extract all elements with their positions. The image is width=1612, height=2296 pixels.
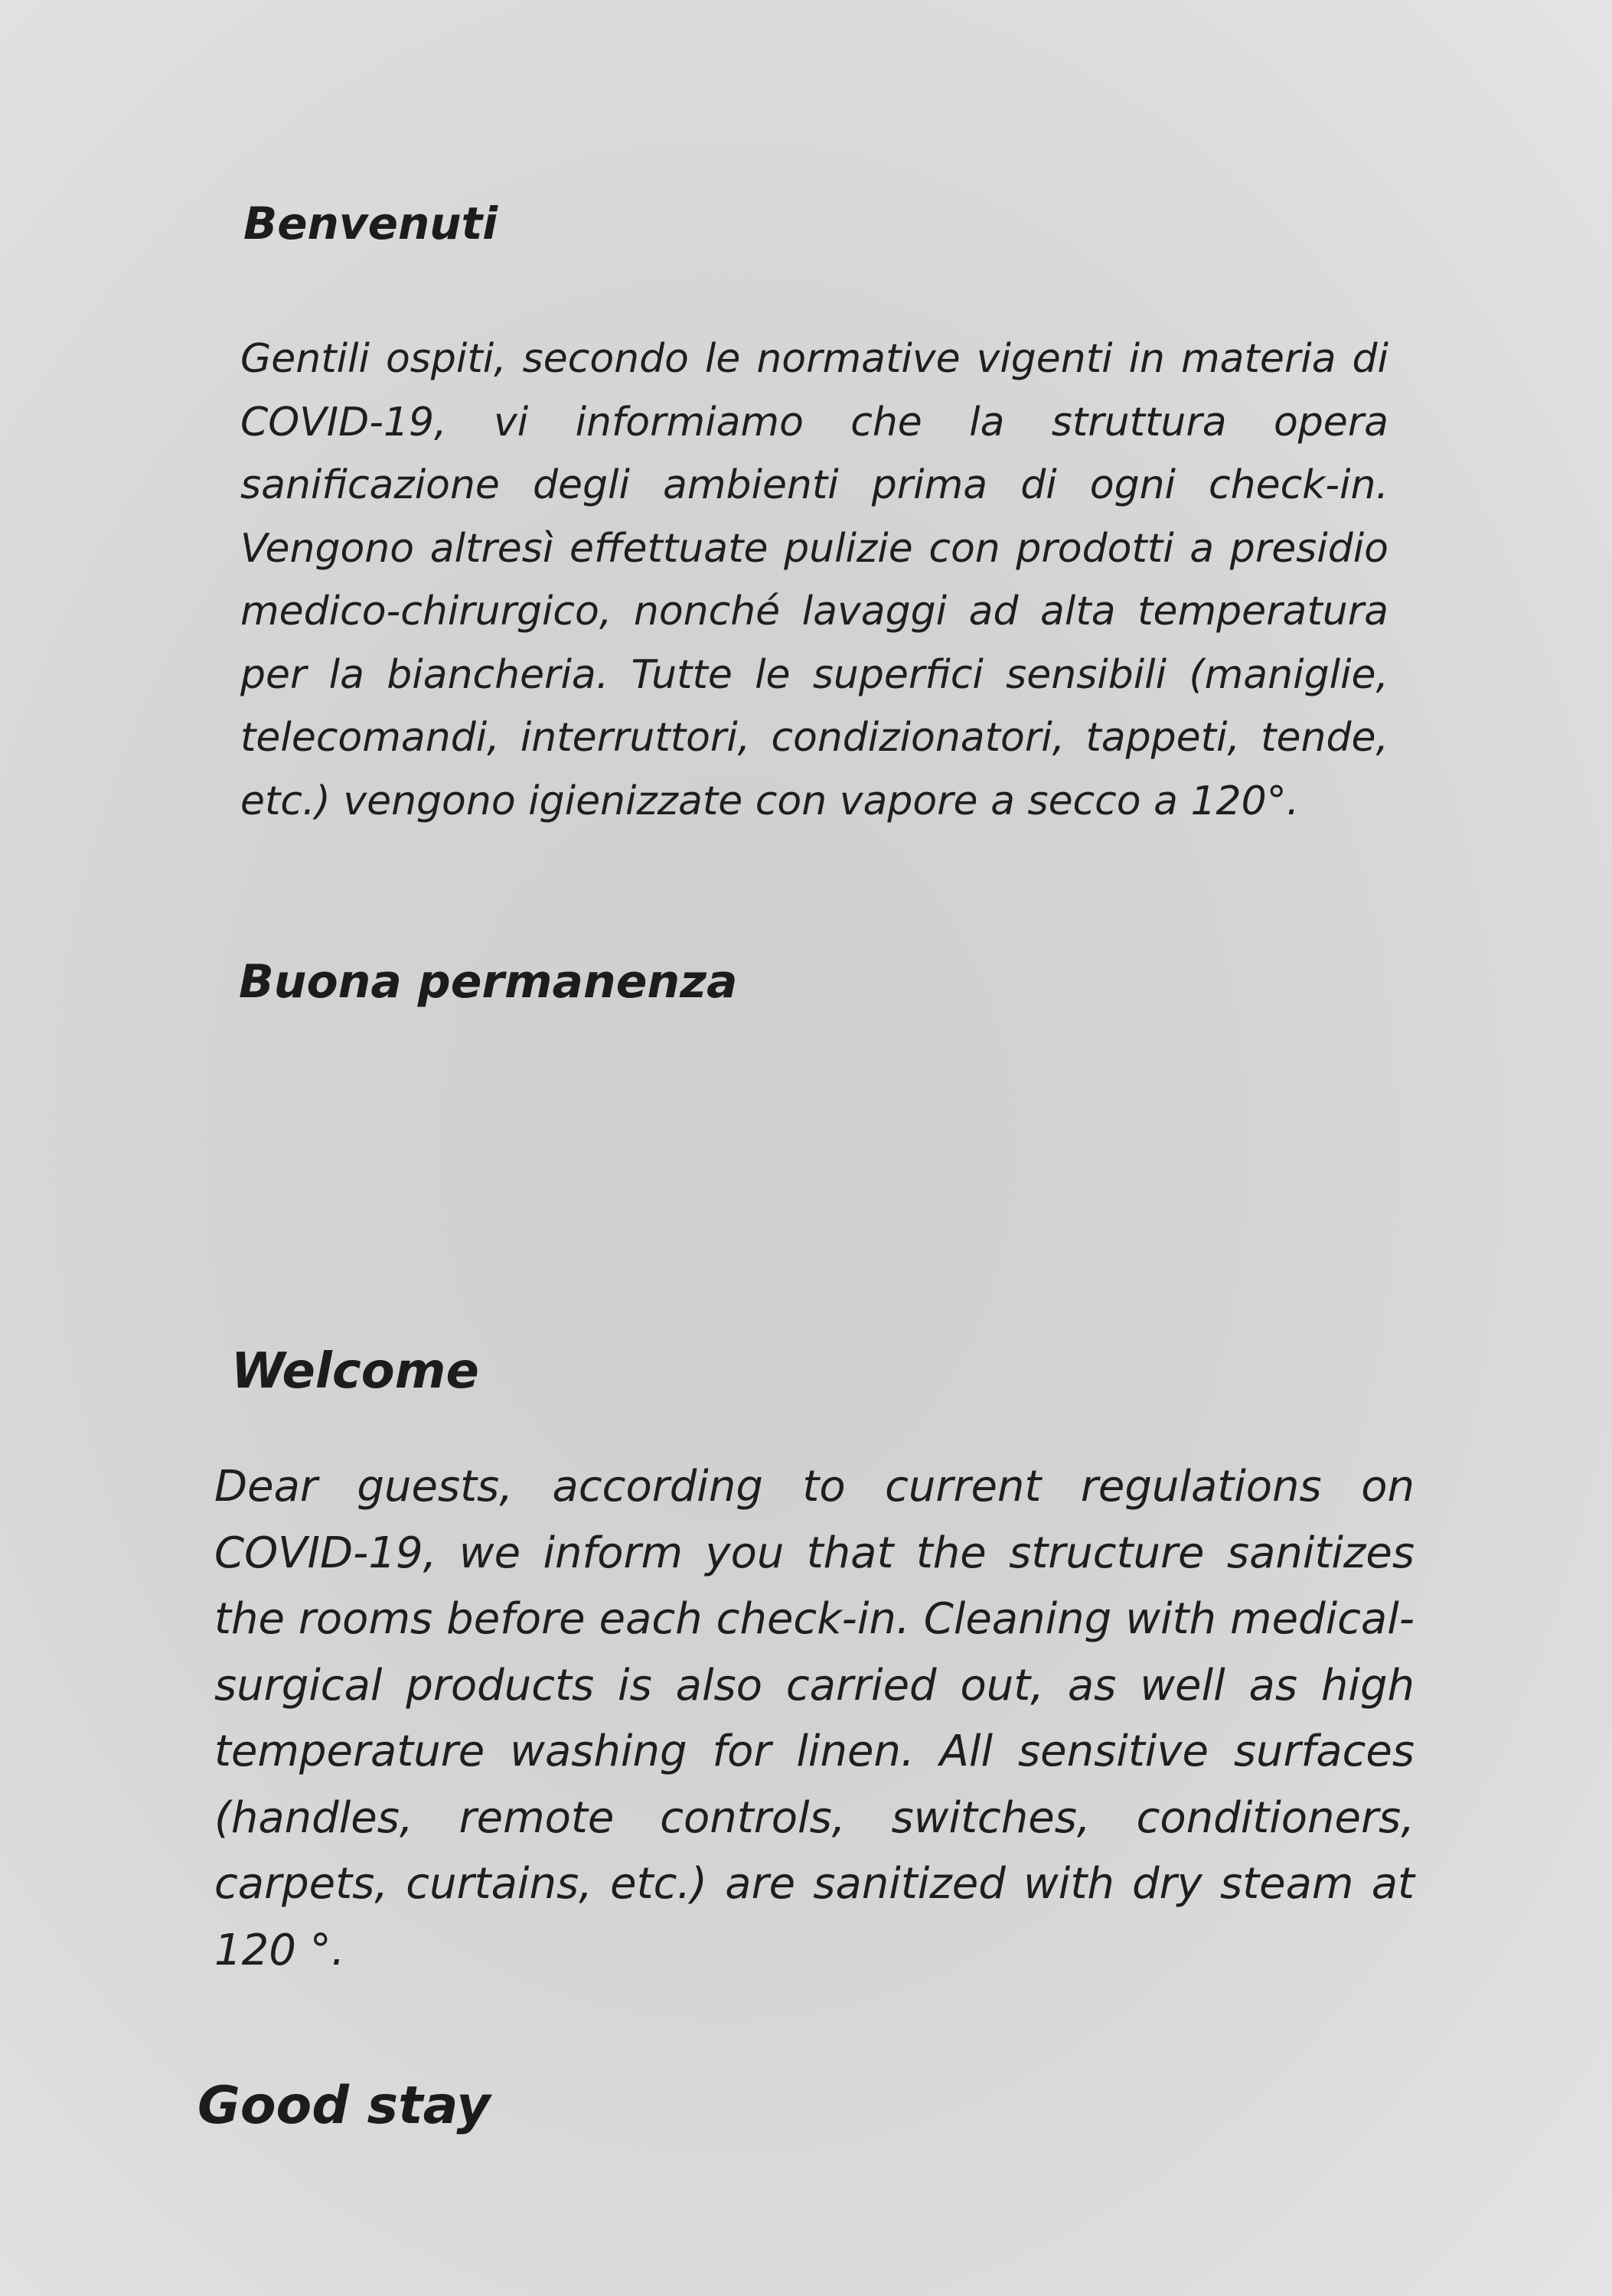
italian-heading: Benvenuti <box>243 197 498 249</box>
english-body-text: Dear guests, according to current regulations on COVID-19, we inform you that the structure sanitizes the rooms before each check-in. Cleaning with medical-surgical products is also carried out, as well as high temperature washing for linen. All sensitive surfaces (handles, remote controls, switches, conditioners, carpets, curtains, etc.) are sanitized with dry steam at 120 °. <box>214 1462 1415 1975</box>
italian-closing: Buona permanenza <box>239 955 738 1009</box>
english-heading: Welcome <box>231 1343 479 1400</box>
italian-body-text: Gentili ospiti, secondo le normative vigenti in materia di COVID-19, vi informiamo che la struttura opera sanificazione degli ambienti prima di ogni check-in. Vengono altresì effettuate pulizie con prodotti a presidio medico-chirurgico, nonché lavaggi ad alta temperatura per la biancheria. Tutte le superfici sensibili (maniglie, telecomandi, interruttori, condizionatori, tappeti, tende, etc.) vengono igienizzate con vapore a secco a 120°. <box>240 336 1388 824</box>
english-closing: Good stay <box>197 2076 491 2136</box>
